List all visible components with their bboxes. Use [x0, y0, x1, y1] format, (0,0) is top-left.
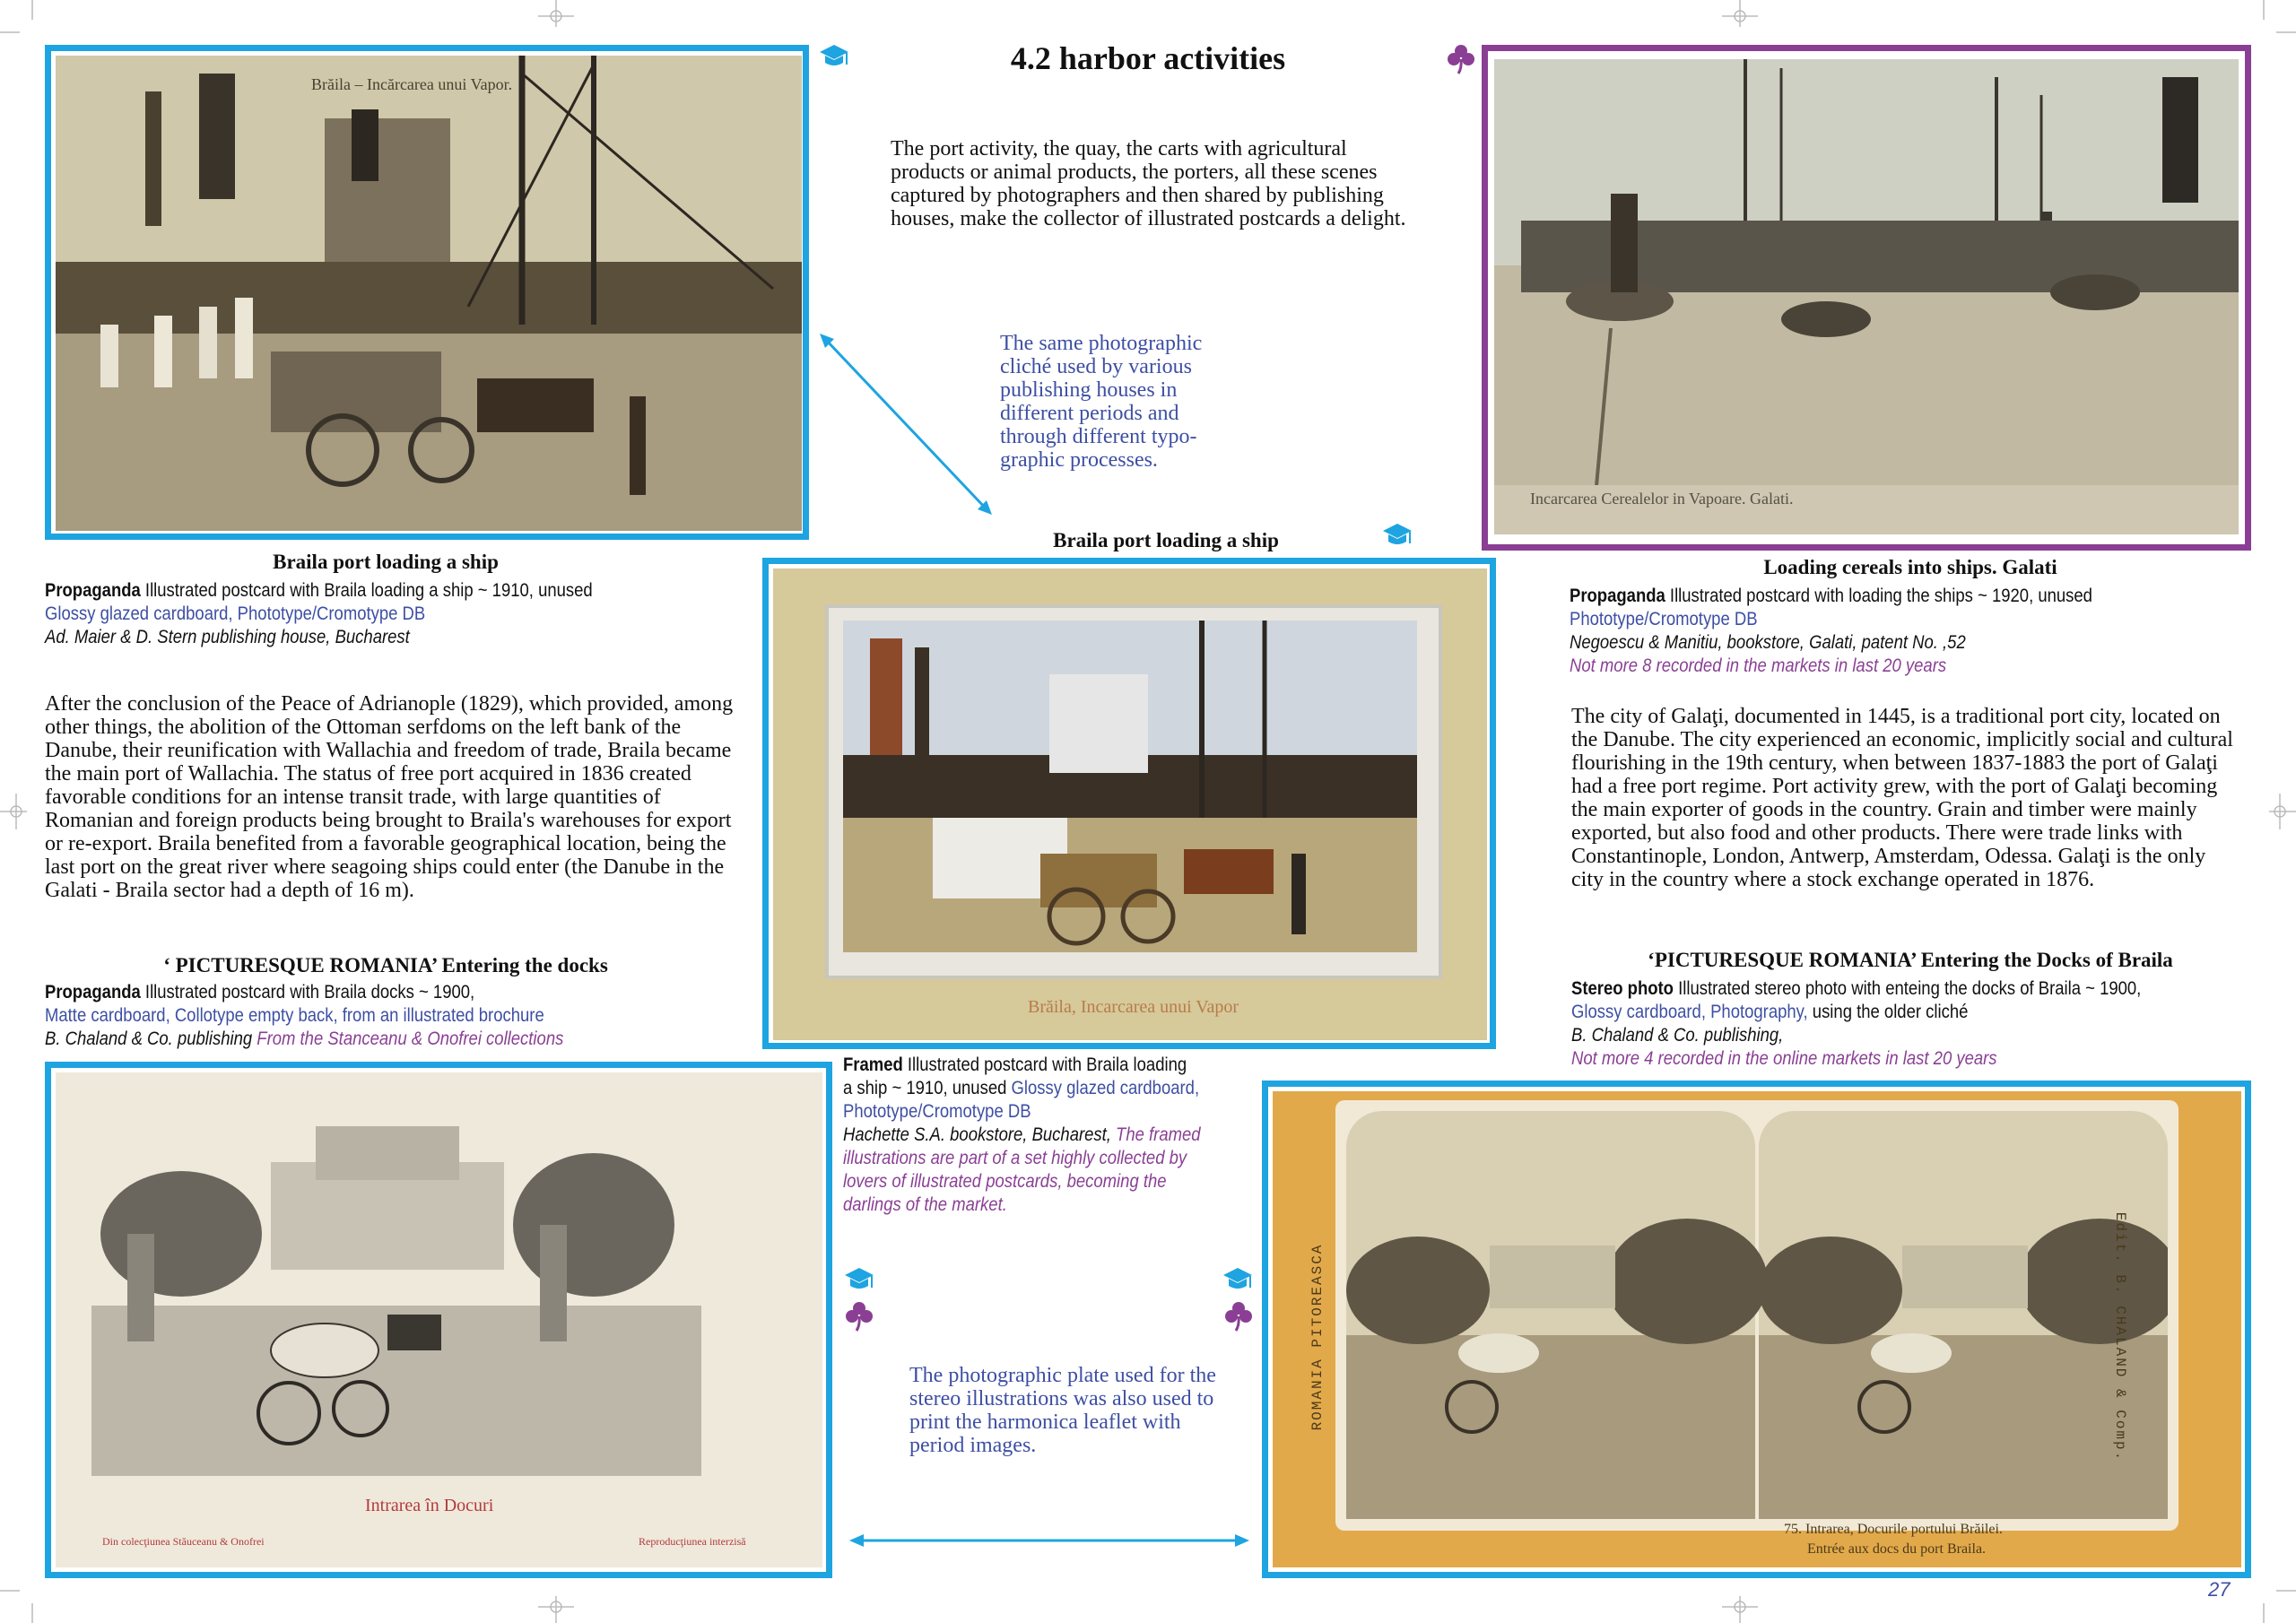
card5-material-rest: using the older cliché: [1807, 1002, 1969, 1022]
card1-material: Glossy glazed cardboard, Phototype/Cromotype DB: [45, 603, 426, 624]
postcard-braila-framed: [773, 568, 1487, 1040]
card4-type: Propaganda: [45, 982, 141, 1002]
card3-publisher: Negoescu & Manitiu, bookstore, Galati, patent No. ,52: [1570, 632, 1966, 653]
shamrock-icon: [1446, 43, 1476, 75]
card5-rarity: Not more 4 recorded in the online markets in last 20 years: [1571, 1048, 1997, 1069]
card5-material: Glossy cardboard, Photography,: [1571, 1002, 1808, 1022]
galati-history-text: The city of Galaţi, documented in 1445, is a traditional port city, located on the Danube. The city experienced an economic, implicitly social and cultural flourishing in the 19th century, when between 1837-1883 the port of Galaţi had a free port regime. Port activity grew, with the port of Galaţi becoming the main exporter of goods in the country. Grain and timber were mainly exported, but also food and other products. There were trade links with Constantinople, London, Antwerp, Amsterdam, Odessa. Galaţi is the only city in the country where a stock exchange operated in 1876.: [1571, 705, 2233, 891]
stereo-side-title: ROMANIA PITOREASCA: [1309, 1243, 1326, 1431]
double-arrow-horizontal: [848, 1530, 1251, 1551]
card2-material-b: Phototype/Cromotype DB: [843, 1101, 1031, 1122]
note-same-cliche: The same photographic cliché used by various publishing houses in different periods and through different typo-graphic processes.: [1000, 332, 1203, 472]
card5-line2: [1571, 1001, 1968, 1024]
note-photographic-plate: The photographic plate used for the stereo illustrations was also used to print the harmonica leaflet with period images.: [909, 1364, 1216, 1457]
card3-rarity: Not more 8 recorded in the markets in last 20 years: [1570, 655, 1947, 676]
card5-desc: Illustrated stereo photo with enteing the docks of Braila ~ 1900,: [1673, 978, 2142, 999]
postcard-docks-title: Intrarea în Docuri: [365, 1496, 494, 1515]
card1-publisher: Ad. Maier & D. Stern publishing house, Bucharest: [45, 627, 410, 647]
card2-desc1: Illustrated postcard with Braila loading: [902, 1055, 1187, 1075]
card4-desc: Illustrated postcard with Braila docks ~ 1900,: [140, 982, 475, 1002]
shamrock-icon: [1223, 1300, 1254, 1332]
page-title: 4.2 harbor activities: [1010, 40, 1286, 76]
card4-line1: [45, 981, 474, 1004]
card2-type: Framed: [843, 1055, 903, 1075]
card4-title: ‘ PICTURESQUE ROMANIA’ Entering the docks: [163, 954, 608, 976]
page-number: 27: [2208, 1578, 2231, 1601]
graduation-cap-icon: [1222, 1264, 1254, 1300]
card2-line1: [843, 1054, 1187, 1077]
card2-publisher: Hachette S.A. bookstore, Bucharest,: [843, 1124, 1111, 1145]
card2-line2: [843, 1077, 1199, 1100]
card1-desc: Illustrated postcard with Braila loading a ship ~ 1910, unused: [140, 580, 593, 601]
graduation-cap-icon: [1381, 520, 1413, 556]
card2-rem4: darlings of the market.: [843, 1194, 1007, 1215]
stereo-photo-docks: [1273, 1091, 2241, 1567]
stereo-caption-fr: Entrée aux docs du port Braila.: [1807, 1541, 1987, 1557]
postcard-docks-copyright: Reproducţiunea interzisă: [639, 1535, 746, 1548]
card3-line1: [1570, 585, 2092, 608]
card2-title: Braila port loading a ship: [1053, 529, 1279, 551]
card2-line4: [843, 1124, 1201, 1147]
card4-publisher: B. Chaland & Co. publishing: [45, 1028, 253, 1049]
card1-type: Propaganda: [45, 580, 141, 601]
card4-material: Matte cardboard, Collotype empty back, from an illustrated brochure: [45, 1005, 544, 1026]
card3-type: Propaganda: [1570, 586, 1665, 606]
card5-publisher: B. Chaland & Co. publishing,: [1571, 1025, 1784, 1046]
card2-desc2: a ship ~ 1910, unused: [843, 1078, 1007, 1098]
shamrock-icon: [844, 1300, 874, 1332]
card4-line3: [45, 1028, 563, 1051]
card1-title: Braila port loading a ship: [273, 551, 499, 573]
card5-title: ‘PICTURESQUE ROMANIA’ Entering the Docks of Braila: [1648, 949, 2173, 971]
card3-desc: Illustrated postcard with loading the ships ~ 1920, unused: [1665, 586, 2092, 606]
postcard-galati-inscription: Incarcarea Cerealelor in Vapoare. Galati.: [1530, 490, 1794, 508]
stereo-side-publisher: Edit. B. CHALAND & Comp.: [2112, 1211, 2128, 1462]
card2-rem1: The framed: [1110, 1124, 1201, 1145]
card5-type: Stereo photo: [1571, 978, 1674, 999]
intro-text: The port activity, the quay, the carts with agricultural products or animal products, the porters, all these scenes captured by photographers and then shared by publishing houses, make the collector of illustrated postcards a delight.: [891, 137, 1406, 230]
postcard-framed-inscription: Brăila, Incarcarea unui Vapor: [1028, 997, 1239, 1017]
card2-rem3: lovers of illustrated postcards, becoming the: [843, 1171, 1167, 1192]
card2-rem2: illustrations are part of a set highly collected by: [843, 1148, 1187, 1168]
card1-line1: [45, 579, 593, 603]
postcard-braila-docks: [56, 1072, 822, 1567]
postcard-galati-loading-cereals: [1494, 59, 2239, 534]
double-arrow-diagonal: [816, 330, 996, 520]
graduation-cap-icon: [843, 1264, 875, 1300]
card4-collection: From the Stanceanu & Onofrei collections: [252, 1028, 564, 1049]
postcard-braila-loading-ship: [56, 56, 802, 531]
card3-material: Phototype/Cromotype DB: [1570, 609, 1758, 629]
card2-material-a: Glossy glazed cardboard,: [1006, 1078, 1200, 1098]
braila-history-text: After the conclusion of the Peace of Adrianople (1829), which provided, among other things, the abolition of the Ottoman serfdoms on the left bank of the Danube, their reunification with Wallachia and freedom of trade, Braila became the main port of Wallachia. The status of free port acquired in 1836 created favorable conditions for an intense transit trade, with large quantities of Romanian and foreign products being brought to Braila's warehouses for export or re-export. Braila benefited from a favorable geographical location, being the last port on the great river where seagoing ships could enter (the Danube in the Galati - Braila sector had a depth of 16 m).: [45, 692, 734, 902]
postcard-docks-collection: Din colecţiunea Stăuceanu & Onofrei: [102, 1535, 265, 1548]
graduation-cap-icon: [818, 41, 850, 77]
card3-title: Loading cereals into ships. Galati: [1763, 556, 2057, 578]
postcard-braila-inscription: Brăila – Incărcarea unui Vapor.: [311, 75, 513, 93]
card5-line1: [1571, 977, 2141, 1001]
stereo-caption-ro: 75. Intrarea, Docurile portului Brăilei.: [1784, 1522, 2003, 1537]
